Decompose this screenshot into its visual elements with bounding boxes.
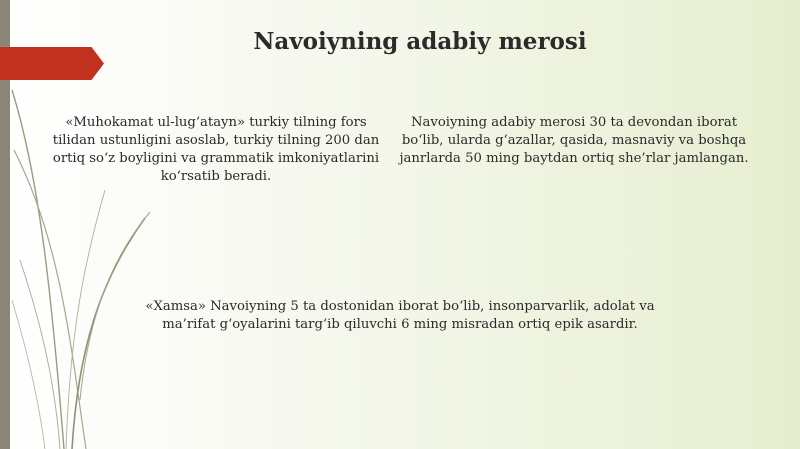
paragraph-muhokamat: «Muhokamat ul-lug‘atayn» turkiy tilning fors tilidan ustunligini asoslab, turkiy tilning 200 dan ortiq so‘z boyligini va grammatik imkoniyatlarini ko‘rsatib beradi.: [52, 115, 380, 184]
slide-title: Navoiyning adabiy merosi: [253, 28, 587, 55]
paragraph-xamsa: «Xamsa» Navoiyning 5 ta dostonidan iborat bo‘lib, insonparvarlik, adolat va ma’rifat g‘oyalarini targ‘ib qiluvchi 6 ming misradan ortiq epik asardir.: [145, 299, 655, 332]
red-arrow-shape: [0, 47, 104, 80]
paragraph-adabiy-meros: Navoiyning adabiy merosi 30 ta devondan iborat bo‘lib, ularda g‘azallar, qasida, masnaviy va boshqa janrlarda 50 ming baytdan ortiq she’rlar jamlangan.: [399, 115, 749, 166]
